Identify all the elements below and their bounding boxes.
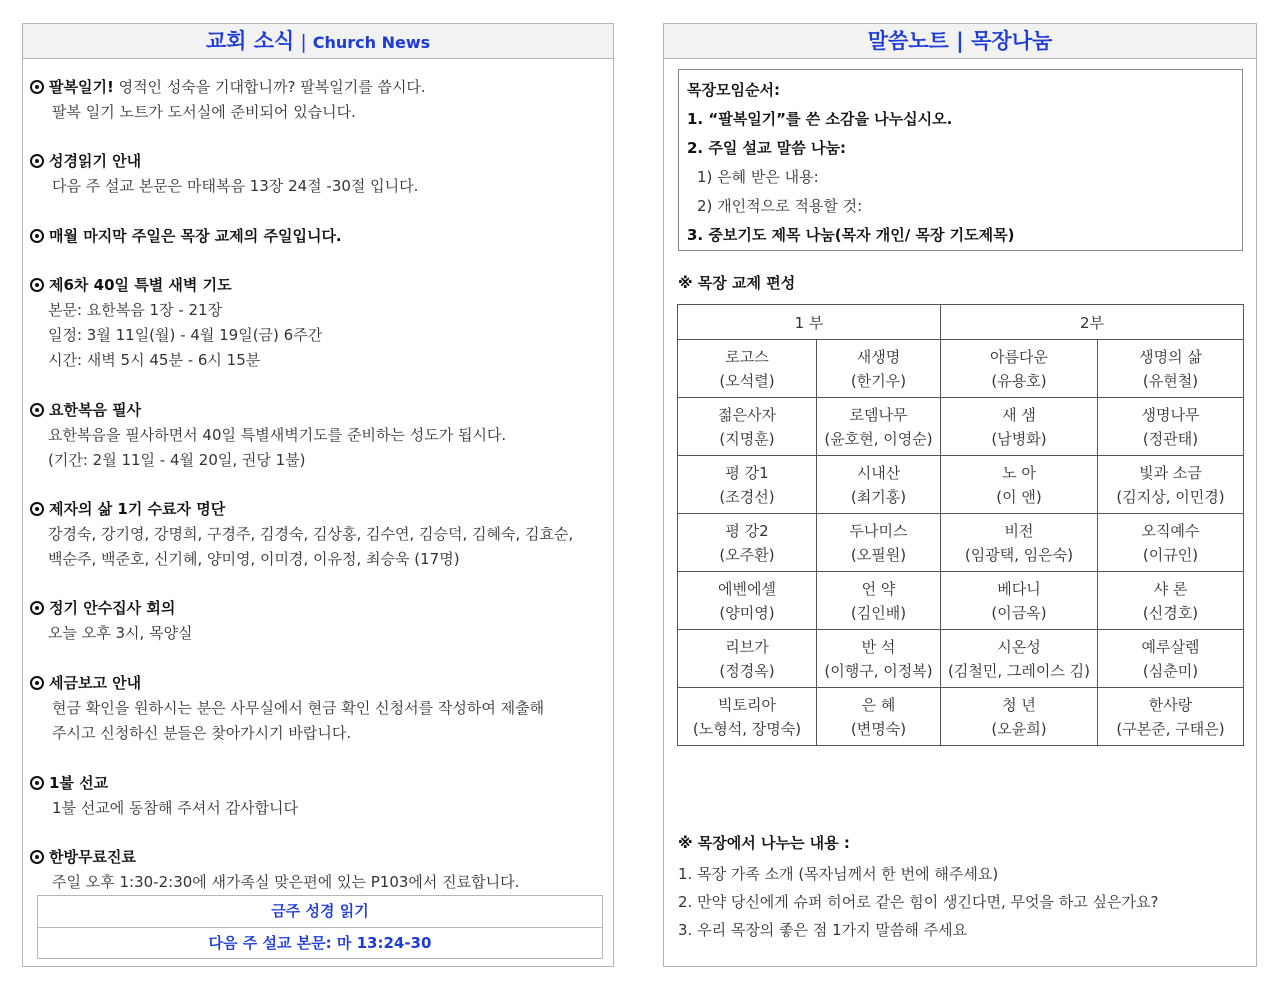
cell-group-entry xyxy=(1098,572,1244,630)
news-item-tax-report xyxy=(30,671,600,746)
news-item-john-copying xyxy=(30,398,600,473)
news-line: 백순주, 백준호, 신기혜, 양미영, 이미경, 이유정, 최승욱 (17명) xyxy=(48,550,460,568)
cell-group-entry xyxy=(1098,514,1244,572)
bullet-icon xyxy=(30,403,44,417)
news-line: 다음 주 설교 본문은 마태복음 13장 24절 -30절 입니다. xyxy=(52,177,419,195)
cell-group-name: 두나미스 xyxy=(849,521,908,540)
bullet-icon xyxy=(30,850,44,864)
cell-meeting-order-box xyxy=(678,69,1243,251)
news-line: 본문: 요한복음 1장 - 21장 xyxy=(48,301,223,319)
cell-group-leader: (김지상, 이민경) xyxy=(1116,487,1225,506)
cell-group-name: 평 강2 xyxy=(725,521,769,540)
cell-group-name: 샤 론 xyxy=(1153,579,1188,598)
cell-group-entry xyxy=(678,340,817,398)
cell-group-name: 아름다운 xyxy=(990,347,1048,366)
news-title: 요한복음 필사 xyxy=(49,401,142,419)
cell-group-name: 반 석 xyxy=(861,637,896,656)
cell-group-leader: (신경호) xyxy=(1142,603,1199,622)
news-line: 주일 오후 1:30-2:30에 새가족실 맞은편에 있는 P103에서 진료합니다. xyxy=(52,873,520,891)
news-title: 정기 안수집사 회의 xyxy=(49,599,176,617)
cell-group-leader: (정경옥) xyxy=(719,661,775,680)
table-row xyxy=(678,340,1244,398)
cell-group-entry xyxy=(817,688,941,746)
cell-group-entry xyxy=(678,572,817,630)
table-header-first-service: 1 부 xyxy=(678,305,941,340)
cell-group-entry xyxy=(817,398,941,456)
cell-group-entry xyxy=(678,456,817,514)
news-line: 1불 선교에 동참해 주셔서 감사합니다 xyxy=(52,799,298,817)
bullet-icon xyxy=(30,776,44,790)
news-title: 매월 마지막 주일은 목장 교제의 주일입니다. xyxy=(49,227,342,245)
news-line: 강경숙, 강기영, 강명희, 구경주, 김경숙, 김상홍, 김수연, 김승덕, 김혜숙, 김효순, xyxy=(48,525,574,543)
bullet-icon xyxy=(30,502,44,516)
cell-group-entry xyxy=(941,398,1098,456)
order-subitem: 1) 은혜 받은 내용: xyxy=(697,168,819,186)
bullet-icon xyxy=(30,601,44,615)
news-title: 1불 선교 xyxy=(49,774,109,792)
news-title: 세금보고 안내 xyxy=(49,674,142,692)
order-item: 1. “팔복일기”를 쓴 소감을 나누십시오. xyxy=(687,110,953,128)
cell-group-leader: (이규인) xyxy=(1142,545,1199,564)
order-heading: 목장모임순서: xyxy=(687,81,780,99)
cell-group-leader: (이 앤) xyxy=(996,487,1042,506)
sharing-heading: ※ 목장에서 나누는 내용 : xyxy=(678,834,850,852)
cell-group-entry xyxy=(941,688,1098,746)
bullet-icon xyxy=(30,229,44,243)
cell-group-entry xyxy=(678,398,817,456)
cell-group-leader: (김인배) xyxy=(850,603,907,622)
cell-group-name: 언 약 xyxy=(861,579,896,598)
cell-group-leader: (유현철) xyxy=(1142,371,1199,390)
church-news-panel xyxy=(22,23,614,967)
cell-group-leader: (임광택, 임은숙) xyxy=(964,545,1074,564)
cell-group-name: 리브가 xyxy=(725,637,769,656)
cell-group-entry xyxy=(1098,398,1244,456)
order-item: 3. 중보기도 제목 나눔(목자 개인/ 목장 기도제목) xyxy=(687,226,1015,244)
cell-group-entry xyxy=(941,630,1098,688)
cell-group-entry xyxy=(1098,340,1244,398)
news-line: 오늘 오후 3시, 목양실 xyxy=(48,624,193,642)
cell-group-entry xyxy=(817,572,941,630)
cell-group-leader: (조경선) xyxy=(719,487,775,506)
cell-group-leader: (심춘미) xyxy=(1142,661,1199,680)
news-title: 한방무료진료 xyxy=(49,848,136,866)
cell-group-entry xyxy=(1098,630,1244,688)
table-row xyxy=(678,688,1244,746)
news-item-oriental-clinic xyxy=(30,845,600,895)
cell-group-name: 새 샘 xyxy=(1002,405,1036,424)
news-item-dawn-prayer xyxy=(30,273,600,373)
cell-group-name: 청 년 xyxy=(1002,695,1036,714)
bullet-icon xyxy=(30,80,44,94)
cell-group-name: 생명의 삶 xyxy=(1139,347,1202,366)
cell-group-name: 빅토리아 xyxy=(718,695,776,714)
cell-group-name: 비전 xyxy=(1004,521,1034,540)
cell-group-leader: (오윤희) xyxy=(991,719,1047,738)
sharing-item: 1. 목장 가족 소개 (목자님께서 한 번에 해주세요) xyxy=(678,865,999,883)
sermon-note-panel xyxy=(663,23,1257,967)
cell-group-name: 젊은사자 xyxy=(718,405,776,424)
cell-group-entry xyxy=(817,514,941,572)
news-line: (기간: 2월 11일 - 4월 20일, 권당 1불) xyxy=(48,451,306,469)
news-title-rest: 영적인 성숙을 기대합니까? 팔복일기를 씁시다. xyxy=(113,78,426,96)
cell-group-leader: (오필원) xyxy=(850,545,907,564)
cell-group-entry xyxy=(941,456,1098,514)
cell-group-name: 예루살렘 xyxy=(1141,637,1200,656)
next-sermon-text: 다음 주 설교 본문: 마 13:24-30 xyxy=(38,927,602,958)
cell-group-name: 베다니 xyxy=(997,579,1041,598)
bullet-icon xyxy=(30,676,44,690)
cell-group-leader: (양미영) xyxy=(719,603,775,622)
news-line: 팔복 일기 노트가 도서실에 준비되어 있습니다. xyxy=(52,103,356,121)
news-item-disciple-graduates xyxy=(30,497,600,572)
cell-group-leader: (한기우) xyxy=(850,371,907,390)
table-row xyxy=(678,456,1244,514)
cell-group-leader: (변명숙) xyxy=(850,719,907,738)
cell-group-name: 에벤에셀 xyxy=(718,579,776,598)
cell-group-leader: (최기홍) xyxy=(850,487,907,506)
cell-table-title: ※ 목장 교제 편성 xyxy=(678,274,796,292)
table-row xyxy=(678,398,1244,456)
sermon-note-header xyxy=(664,24,1256,59)
cell-group-leader: (남병화) xyxy=(991,429,1047,448)
cell-group-leader: (윤호현, 이영순) xyxy=(824,429,933,448)
bullet-icon xyxy=(30,278,44,292)
cell-group-name: 시온성 xyxy=(997,637,1041,656)
order-subitem: 2) 개인적으로 적용할 것: xyxy=(697,197,863,215)
news-line: 요한복음을 필사하면서 40일 특별새벽기도를 준비하는 성도가 됩시다. xyxy=(48,426,507,444)
cell-group-name: 새생명 xyxy=(856,347,901,366)
cell-group-leader: (오주환) xyxy=(719,545,775,564)
news-item-deacon-meeting xyxy=(30,596,600,646)
cell-group-name: 한사랑 xyxy=(1148,695,1193,714)
bullet-icon xyxy=(30,154,44,168)
table-row xyxy=(678,630,1244,688)
cell-group-name: 은 혜 xyxy=(861,695,896,714)
news-line: 일정: 3월 11일(월) - 4월 19일(금) 6주간 xyxy=(48,326,323,344)
cell-group-entry xyxy=(1098,456,1244,514)
church-news-title-ko: 교회 소식 xyxy=(205,29,295,53)
cell-group-entry xyxy=(678,630,817,688)
news-title: 제6차 40일 특별 새벽 기도 xyxy=(49,276,232,294)
news-line: 현금 확인을 원하시는 분은 사무실에서 현금 확인 신청서를 작성하여 제출해 xyxy=(52,699,545,717)
order-item: 2. 주일 설교 말씀 나눔: xyxy=(687,139,846,157)
cell-group-leader: (정관태) xyxy=(1142,429,1199,448)
news-title: 제자의 삶 1기 수료자 명단 xyxy=(49,500,226,518)
cell-group-entry xyxy=(1098,688,1244,746)
bible-reading-box xyxy=(37,895,603,959)
cell-group-entry xyxy=(941,340,1098,398)
cell-group-name: 빛과 소금 xyxy=(1139,463,1202,482)
cell-group-name: 평 강1 xyxy=(725,463,769,482)
cell-group-entry xyxy=(678,688,817,746)
sermon-note-title: 말씀노트 | 목장나눔 xyxy=(867,29,1053,53)
cell-group-table xyxy=(677,304,1244,746)
church-news-header xyxy=(23,24,613,59)
table-header-second-service: 2부 xyxy=(941,305,1244,340)
cell-group-name: 로고스 xyxy=(725,347,769,366)
cell-group-name: 생명나무 xyxy=(1141,405,1200,424)
church-news-title-en: Church News xyxy=(312,33,431,52)
table-row xyxy=(678,514,1244,572)
cell-group-leader: (지명훈) xyxy=(719,429,775,448)
news-title: 팔복일기! xyxy=(49,78,114,96)
cell-group-leader: (김철민, 그레이스 김) xyxy=(948,661,1090,680)
cell-group-name: 오직예수 xyxy=(1141,521,1200,540)
news-item-monthly-fellowship xyxy=(30,224,600,249)
cell-group-leader: (이금옥) xyxy=(991,603,1047,622)
header-separator: | xyxy=(300,31,307,53)
sharing-item: 2. 만약 당신에게 슈퍼 히어로 같은 힘이 생긴다면, 무엇을 하고 싶은가요? xyxy=(678,893,1159,911)
news-title: 성경읽기 안내 xyxy=(49,152,142,170)
cell-group-name: 시내산 xyxy=(856,463,901,482)
cell-group-name: 로뎀나무 xyxy=(849,405,908,424)
news-line: 주시고 신청하신 분들은 찾아가시기 바랍니다. xyxy=(52,724,352,742)
cell-group-entry xyxy=(941,572,1098,630)
table-row xyxy=(678,572,1244,630)
cell-group-entry xyxy=(817,340,941,398)
cell-group-entry xyxy=(817,630,941,688)
cell-group-leader: (이행구, 이정복) xyxy=(824,661,933,680)
sharing-item: 3. 우리 목장의 좋은 점 1가지 말씀해 주세요 xyxy=(678,921,968,939)
cell-group-name: 노 아 xyxy=(1002,463,1036,482)
news-item-dollar-mission xyxy=(30,771,600,821)
cell-group-leader: (오석렬) xyxy=(719,371,775,390)
cell-group-leader: (구본준, 구태은) xyxy=(1116,719,1225,738)
cell-group-leader: (유용호) xyxy=(991,371,1047,390)
cell-group-entry xyxy=(817,456,941,514)
news-item-bible-reading xyxy=(30,149,600,199)
cell-group-entry xyxy=(941,514,1098,572)
news-line: 시간: 새벽 5시 45분 - 6시 15분 xyxy=(48,351,261,369)
cell-group-entry xyxy=(678,514,817,572)
cell-group-leader: (노형석, 장명숙) xyxy=(692,719,802,738)
weekly-bible-reading-title: 금주 성경 읽기 xyxy=(271,902,369,920)
news-item-palbok xyxy=(30,75,600,125)
